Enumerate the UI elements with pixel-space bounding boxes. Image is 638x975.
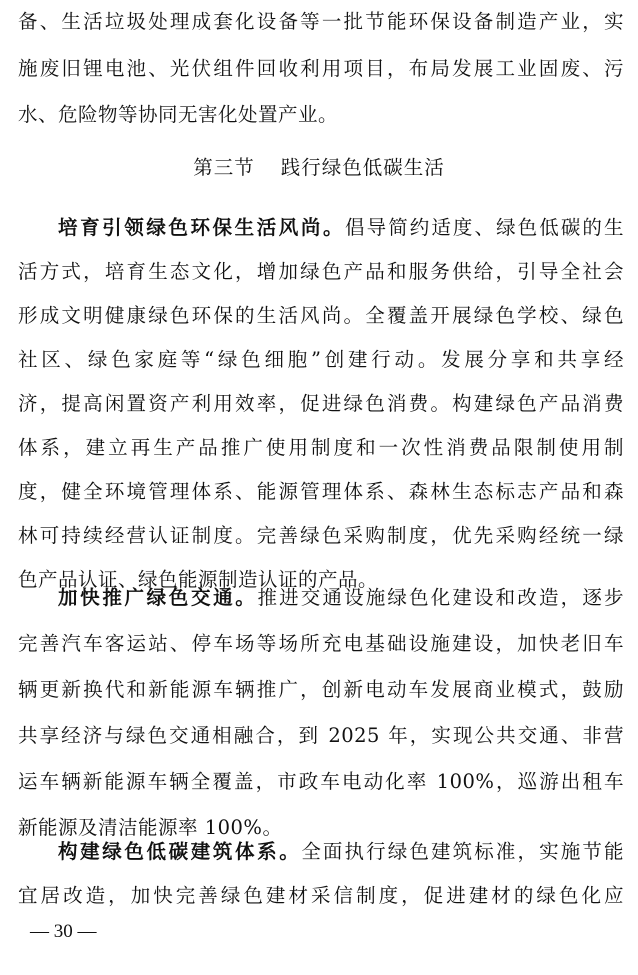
paragraph-lead: 加快推广绿色交通。 xyxy=(58,586,258,609)
text-line: 运车辆新能源车辆全覆盖，市政车电动化率 100%，巡游出租车 xyxy=(18,770,624,793)
text-line: 完善汽车客运站、停车场等场所充电基础设施建设，加快老旧车 xyxy=(18,632,624,655)
text-line: 水、危险物等协同无害化处置产业。 xyxy=(18,103,339,126)
text-line: 活方式，培育生态文化，增加绿色产品和服务供给，引导全社会 xyxy=(18,260,624,283)
paragraph-first-line xyxy=(58,838,624,866)
text-line: 度，健全环境管理体系、能源管理体系、森林生态标志产品和森 xyxy=(18,480,624,503)
text-line: 新能源及清洁能源率 100%。 xyxy=(18,816,283,839)
text-line: 施废旧锂电池、光伏组件回收利用项目，布局发展工业固废、污 xyxy=(18,57,624,80)
paragraph-first-line xyxy=(58,584,624,612)
text-line: 色产品认证、绿色能源制造认证的产品。 xyxy=(18,568,379,591)
text-line: 体系，建立再生产品推广使用制度和一次性消费品限制使用制 xyxy=(18,436,624,459)
paragraph-text: 全面执行绿色建筑标准，实施节能 xyxy=(301,840,624,863)
paragraph-lead: 构建绿色低碳建筑体系。 xyxy=(58,840,302,863)
text-line: 共享经济与绿色交通相融合，到 2025 年，实现公共交通、非营 xyxy=(18,724,624,747)
text-line: 林可持续经营认证制度。完善绿色采购制度，优先采购经统一绿 xyxy=(18,524,624,547)
section-title: 践行绿色低碳生活 xyxy=(280,156,445,179)
paragraph-lead: 培育引领绿色环保生活风尚。 xyxy=(58,216,346,239)
text-line: 备、生活垃圾处理成套化设备等一批节能环保设备制造产业，实 xyxy=(18,10,624,33)
text-line: 辆更新换代和新能源车辆推广，创新电动车发展商业模式，鼓励 xyxy=(18,678,624,701)
paragraph-first-line xyxy=(58,214,624,242)
text-line: 宜居改造，加快完善绿色建材采信制度，促进建材的绿色化应 xyxy=(18,884,624,907)
text-line: 形成文明健康绿色环保的生活风尚。全覆盖开展绿色学校、绿色 xyxy=(18,304,624,327)
section-heading xyxy=(0,154,638,182)
text-line: 济，提高闲置资产利用效率，促进绿色消费。构建绿色产品消费 xyxy=(18,392,624,415)
page-number: — 30 — xyxy=(30,921,97,942)
paragraph-text: 倡导简约适度、绿色低碳的生 xyxy=(345,216,624,239)
section-number: 第三节 xyxy=(193,156,255,179)
paragraph-text: 推进交通设施绿色化建设和改造，逐步 xyxy=(257,586,624,609)
text-line: 社区、绿色家庭等“绿色细胞”创建行动。发展分享和共享经 xyxy=(18,348,624,371)
